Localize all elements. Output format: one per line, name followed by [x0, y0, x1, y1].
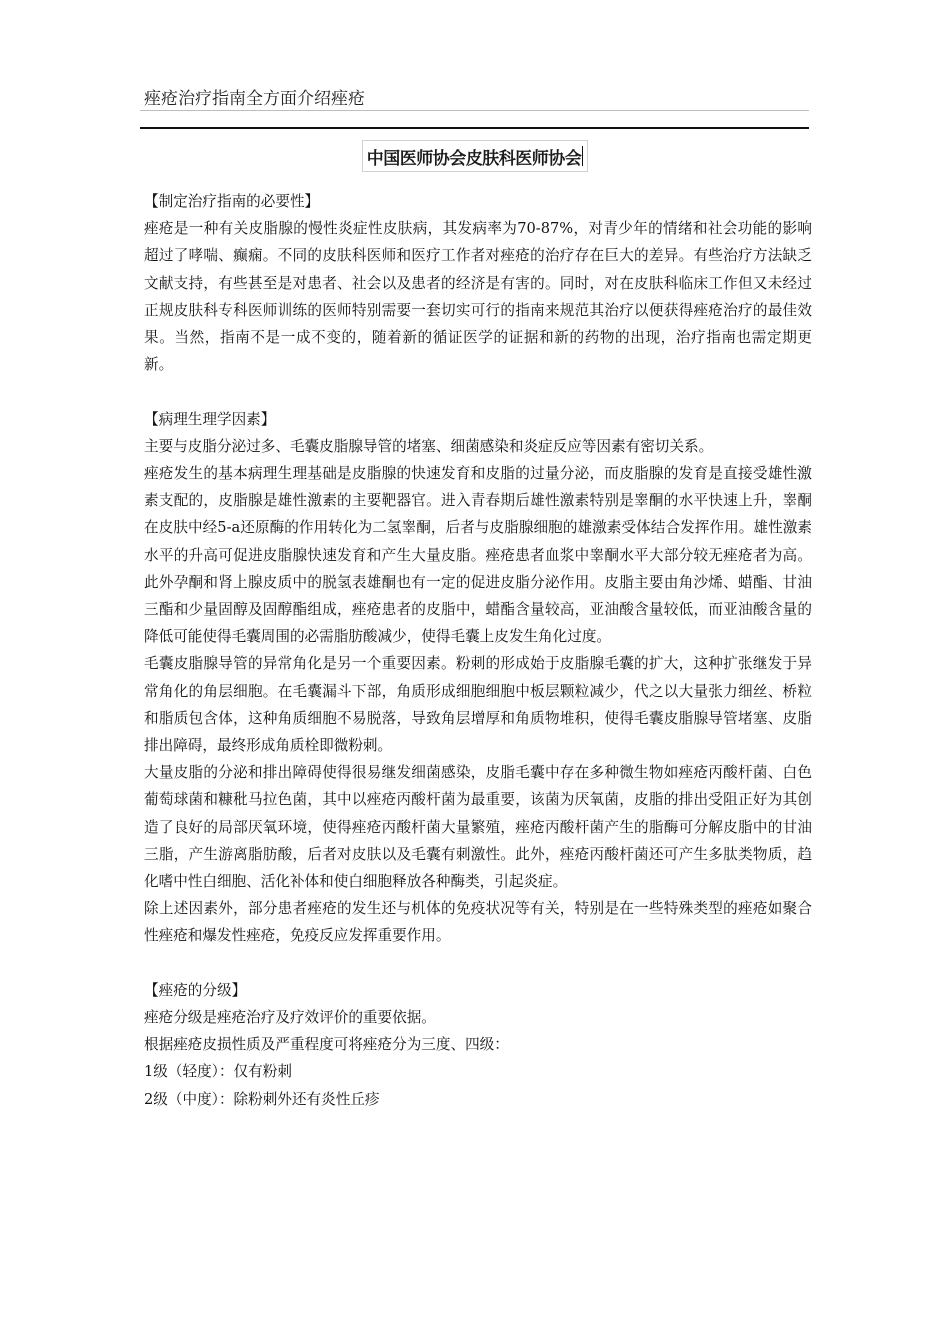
- section-heading-grading: 【痤疮的分级】: [144, 981, 247, 999]
- header-divider-thick: [140, 127, 809, 129]
- paragraph: 大量皮脂的分泌和排出障碍使得很易继发细菌感染，皮脂毛囊中存在多种微生物如痤疮丙酸杆菌、白色葡萄球菌和糠秕马拉色菌，其中以痤疮丙酸杆菌为最重要，该菌为厌氧菌，皮脂的排出受阻正好为其创造了良好的局部厌氧环境，使得痤疮丙酸杆菌大量繁殖，痤疮丙酸杆菌产生的脂酶可分解皮脂中的甘油三脂，产生游离脂肪酸，后者对皮肤以及毛囊有刺激性。此外，痤疮丙酸杆菌还可产生多肽类物质，趋化嗜中性白细胞、活化补体和使白细胞释放各种酶类，引起炎症。: [144, 764, 812, 891]
- paragraph-gap: [144, 378, 812, 405]
- document-body: [144, 188, 812, 1113]
- paragraph: 痤疮分级是痤疮治疗及疗效评价的重要依据。: [144, 1009, 436, 1027]
- text-cursor: [582, 146, 583, 166]
- paragraph: 除上述因素外，部分患者痤疮的发生还与机体的免疫状况等有关，特别是在一些特殊类型的痤疮如聚合性痤疮和爆发性痤疮，免疫反应发挥重要作用。: [144, 900, 812, 945]
- header-divider-thin: [140, 110, 809, 111]
- paragraph: 根据痤疮皮损性质及严重程度可将痤疮分为三度、四级：: [144, 1036, 509, 1054]
- grade-item: 2级（中度）：除粉刺外还有炎性丘疹: [144, 1090, 380, 1108]
- page-header-title: 痤疮治疗指南全方面介绍痤疮: [144, 89, 365, 109]
- paragraph: 痤疮是一种有关皮脂腺的慢性炎症性皮肤病，其发病率为70-87%，对青少年的情绪和社会功能的影响超过了哮喘、癫痫。不同的皮肤科医师和医疗工作者对痤疮的治疗存在巨大的差异。有些治疗方法缺乏文献支持，有些甚至是对患者、社会以及患者的经济是有害的。同时，对在皮肤科临床工作但又未经过正规皮肤科专科医师训练的医师特别需要一套切实可行的指南来规范其治疗以便获得痤疮治疗的最佳效果。当然，指南不是一成不变的，随着新的循证医学的证据和新的药物的出现，治疗指南也需定期更新。: [144, 220, 812, 374]
- paragraph: 主要与皮脂分泌过多、毛囊皮脂腺导管的堵塞、细菌感染和炎症反应等因素有密切关系。: [144, 437, 714, 455]
- organization-title: 中国医师协会皮肤科医师协会: [366, 148, 582, 169]
- section-heading-necessity: 【制定治疗指南的必要性】: [144, 193, 320, 210]
- paragraph: 痤疮发生的基本病理生理基础是皮脂腺的快速发育和皮脂的过量分泌，而皮脂腺的发育是直接受雄性激素支配的，皮脂腺是雄性激素的主要靶器官。进入青春期后雄性激素特别是睾酮的水平快速上升，睾酮在皮肤中经5-a还原酶的作用转化为二氢睾酮，后者与皮脂腺细胞的雄激素受体结合发挥作用。雄性激素水平的升高可促进皮脂腺快速发育和产生大量皮脂。痤疮患者血浆中睾酮水平大部分较无痤疮者为高。此外孕酮和肾上腺皮质中的脱氢表雄酮也有一定的促进皮脂分泌作用。皮脂主要由角沙烯、蜡酯、甘油三酯和少量固醇及固醇酯组成，痤疮患者的皮脂中，蜡酯含量较高，亚油酸含量较低，而亚油酸含量的降低可能使得毛囊周围的必需脂肪酸减少，使得毛囊上皮发生角化过度。: [144, 465, 812, 646]
- paragraph: 毛囊皮脂腺导管的异常角化是另一个重要因素。粉刺的形成始于皮脂腺毛囊的扩大，这种扩张继发于异常角化的角层细胞。在毛囊漏斗下部，角质形成细胞细胞中板层颗粒减少，代之以大量张力细丝、桥粒和脂质包含体，这种角质细胞不易脱落，导致角层增厚和角质物堆积，使得毛囊皮脂腺导管堵塞、皮脂排出障碍，最终形成角质栓即微粉刺。: [144, 655, 812, 755]
- organization-title-box: [362, 140, 588, 172]
- section-heading-pathophysiology: 【病理生理学因素】: [144, 410, 276, 428]
- grade-item: 1级（轻度）：仅有粉刺: [144, 1063, 292, 1081]
- paragraph-gap: [144, 950, 812, 977]
